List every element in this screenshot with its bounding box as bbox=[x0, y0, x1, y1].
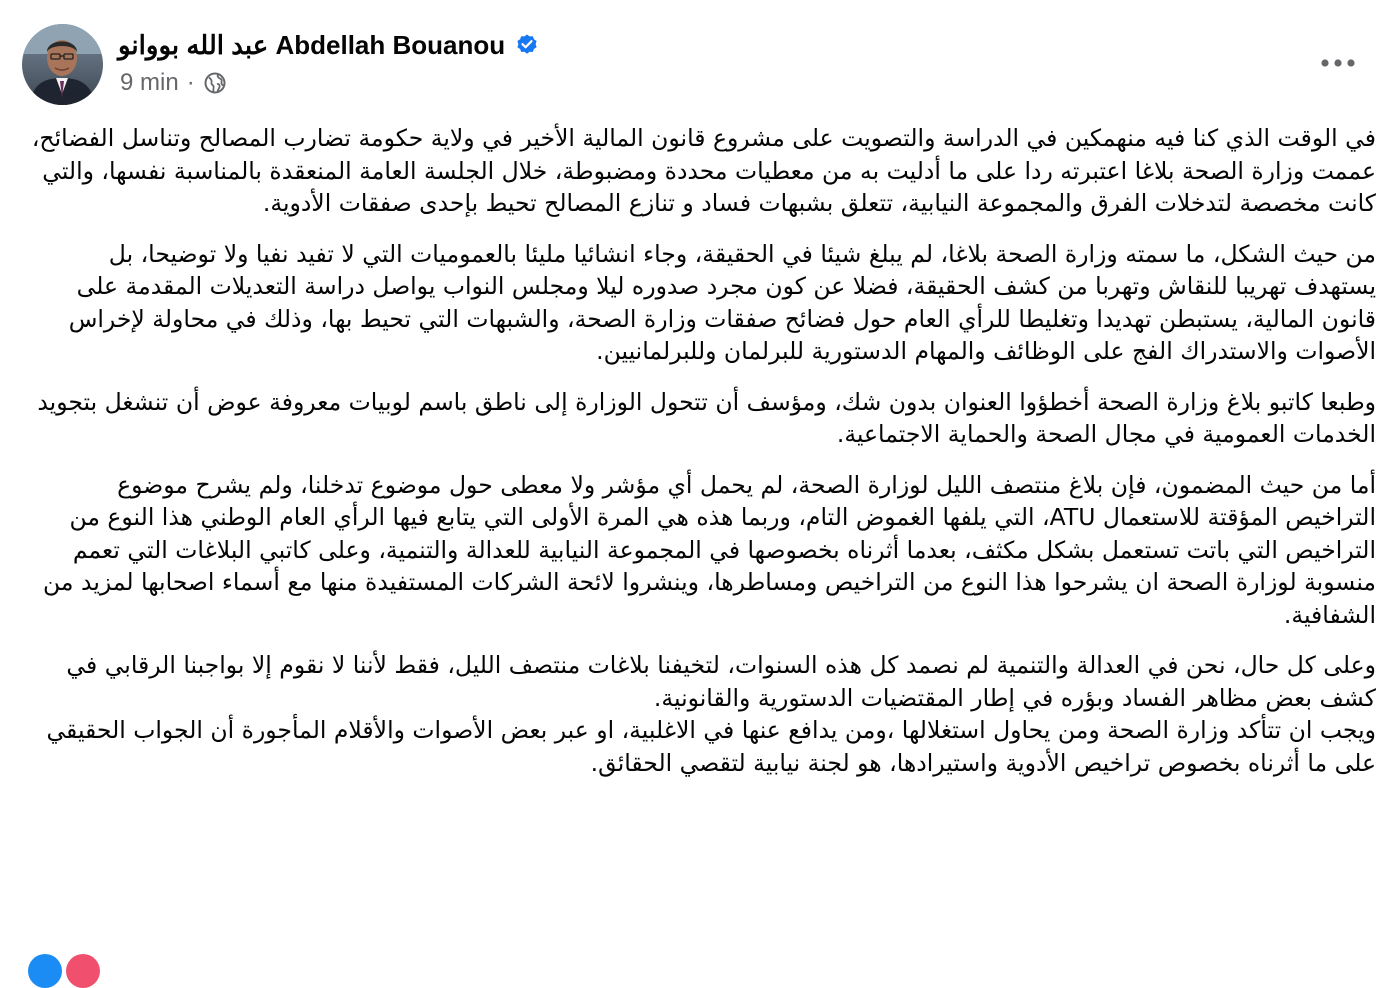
like-reaction-icon bbox=[28, 954, 62, 988]
avatar[interactable] bbox=[22, 24, 103, 105]
post-meta bbox=[120, 66, 227, 100]
post-timestamp[interactable]: 9 min bbox=[120, 69, 179, 96]
verified-badge-icon bbox=[515, 33, 539, 57]
author-name[interactable]: عبد الله بووانو Abdellah Bouanou bbox=[118, 29, 506, 60]
post-paragraph: وطبعا كاتبو بلاغ وزارة الصحة أخطؤوا العنوان بدون شك، ومؤسف أن تتحول الوزارة إلى ناطق باسم لوبيات معروفة عوض أن تنشغل بتجويد الخدمات العمومية في مجال الصحة والحماية الاجتماعية. bbox=[37, 387, 1376, 448]
meta-separator: · bbox=[186, 69, 195, 96]
post-paragraph: وعلى كل حال، نحن في العدالة والتنمية لم نصمد كل هذه السنوات، لتخيفنا بلاغات منتصف الليل، فقط لأننا لا نقوم إلا بواجبنا الرقابي في كشف بعض مظاهر الفساد وبؤره في إطار المقتضيات الدستورية والقانونية. bbox=[66, 651, 1376, 712]
love-reaction-icon bbox=[66, 954, 100, 988]
globe-icon[interactable] bbox=[203, 71, 227, 95]
reaction-icons[interactable] bbox=[28, 954, 100, 988]
more-options-button[interactable] bbox=[1310, 42, 1366, 82]
post-paragraph: في الوقت الذي كنا فيه منهمكين في الدراسة والتصويت على مشروع قانون المالية الأخير في ولاية حكومة تضارب المصالح وتناسل الفضائح، عممت وزارة الصحة بلاغا اعتبرته ردا على ما أدليت به من معطيات محددة ومضبوطة، خلال الجلسة العامة المنعقدة بالمناسبة نفسها، والتي كانت مخصصة لتدخلات الفرق والمجموعة النيابية، تتعلق بشبهات فساد و تنازع المصالح تحيط بإحدى صفقات الأدوية. bbox=[31, 124, 1376, 217]
post-paragraph: من حيث الشكل، ما سمته وزارة الصحة بلاغا، لم يبلغ شيئا في الحقيقة، وجاء انشائيا مليئا بالعموميات التي لا تفيد نفيا ولا توضيحا، بل يستهدف تهريبا للنقاش وتهربا من كشف الحقيقة، فضلا عن كون مجرد صدوره ليلا ومجلس النواب يواصل دراسة التعديلات المقدمة على قانون المالية، يستبطن تهديدا وتغليطا للرأي العام حول فضائح صفقات وزارة الصحة، والشبهات التي تحيط بها، وذلك في محاولة لإخراس الأصوات والاستدراك الفج على الوظائف والمهام الدستورية للبرلمان وللبرلمانيين. bbox=[68, 239, 1376, 365]
more-options-icon bbox=[1320, 53, 1356, 72]
post-header bbox=[0, 0, 1398, 120]
post-paragraph: أما من حيث المضمون، فإن بلاغ منتصف الليل لوزارة الصحة، لم يحمل أي مؤشر ولا معطى حول موضوع تدخلنا، ولم يشرح موضوع التراخيص المؤقتة للاستعمال ATU، التي يلفها الغموض التام، وربما هذه هي المرة الأولى التي يتابع فيها الرأي العام الوطني هذا النوع من التراخيص التي باتت تستعمل بشكل مكثف، بعدما أثرناه بخصوصها في المجموعة النيابية للعدالة والتنمية، وعلى كاتبي البلاغات التي تعمم منسوبة لوزارة الصحة ان يشرحوا هذا النوع من التراخيص ومساطرها، وينشروا لائحة الشركات المستفيدة منها مع أسماء اصحابها لمزيد من الشفافية. bbox=[43, 470, 1376, 629]
author-line bbox=[118, 26, 539, 64]
post-body bbox=[20, 122, 1376, 797]
post-paragraph: ويجب ان تتأكد وزارة الصحة ومن يحاول استغلالها ،ومن يدافع عنها في الاغلبية، او عبر بعض الأصوات والأقلام المأجورة أن الجواب الحقيقي على ما أثرناه بخصوص تراخيص الأدوية واستيرادها، هو لجنة نيابية لتقصي الحقائق. bbox=[46, 716, 1376, 777]
